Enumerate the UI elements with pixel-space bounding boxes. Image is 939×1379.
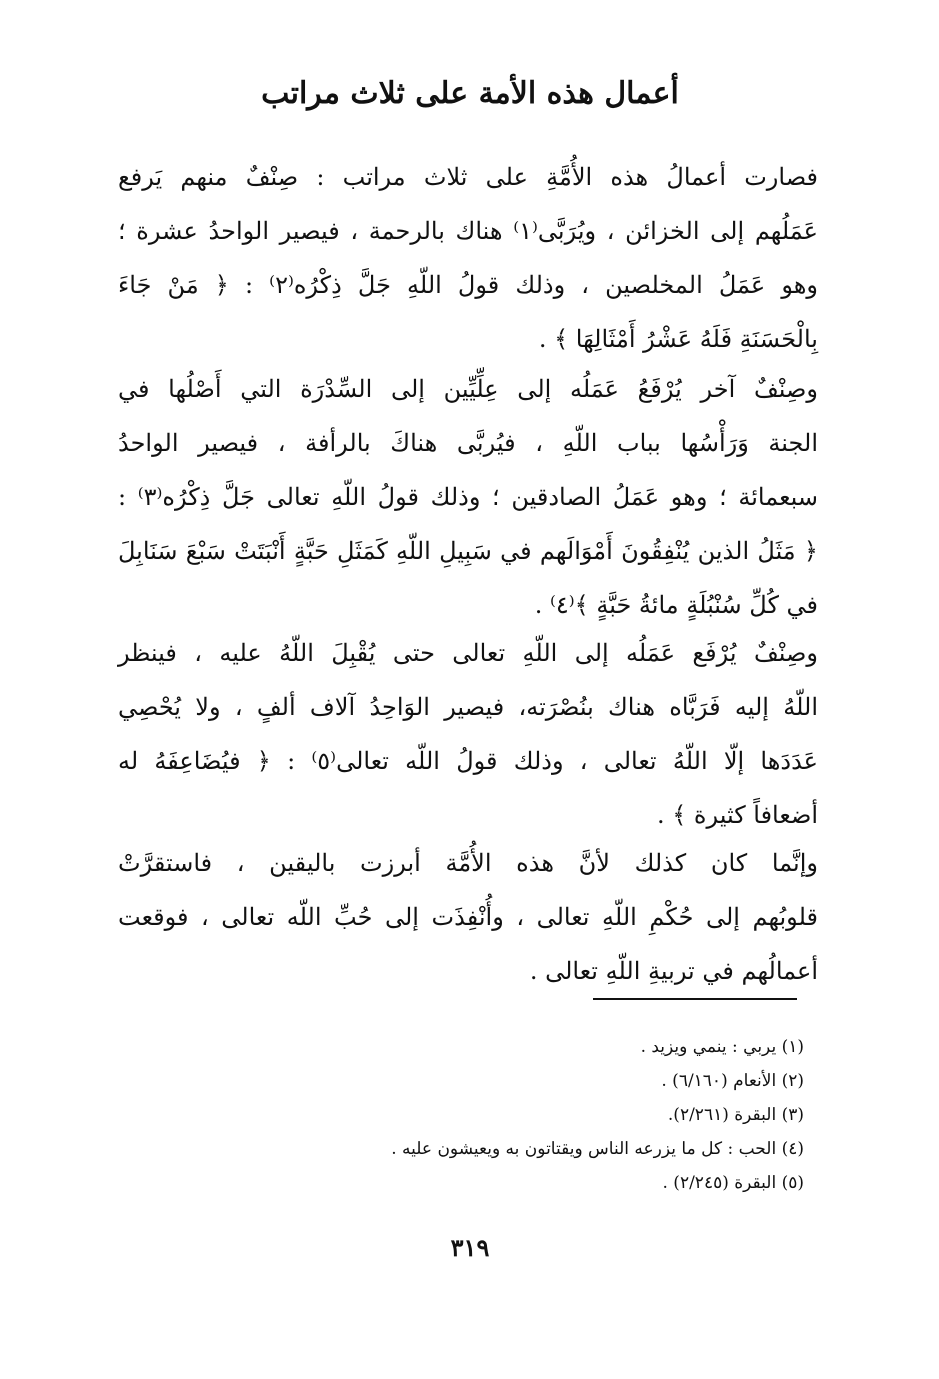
paragraph-line: سبعمائة ؛ وهو عَمَلُ الصادقين ؛ وذلك قولُ اللّهِ تعالى جَلَّ ذِكْرُه⁽٣⁾ : (118, 483, 819, 511)
paragraph-line: أعمالُهم في تربيةِ اللّهِ تعالى . (529, 957, 818, 985)
paragraph-line: وهو عَمَلُ المخلصين ، وذلك قولُ اللّهِ جَلَّ ذِكْرُه⁽٢⁾ : ﴿ مَنْ جَاءَ (118, 271, 818, 299)
paragraph-line: وإنَّما كان كذلك لأنَّ هذه الأُمَّة أبرزت باليقين ، فاستقرَّتْ (118, 849, 818, 877)
paragraph-line: ﴿ مَثَلُ الذين يُنْفِقُونَ أَمْوَالَهم في سَبِيلِ اللّهِ كَمَثَلِ حَبَّةٍ أَنْبَتَتْ سَبْعَ سَنَابِلَ (118, 537, 818, 565)
paragraph-line: بِالْحَسَنَةِ فَلَهُ عَشْرُ أَمْثَالِهَا ﴾ . (538, 325, 818, 353)
footnote: (٢) الأنعام (٦/١٦٠) . (661, 1071, 804, 1091)
paragraph-line: عَدَدَها إلّا اللّهُ تعالى ، وذلك قولُ اللّه تعالى⁽٥⁾ : ﴿ فيُضَاعِفَهُ له (118, 747, 818, 775)
footnote: (٣) البقرة (٢/٢٦١). (667, 1105, 804, 1125)
footnote-divider (593, 998, 797, 1000)
page-number: ٣١٩ (450, 1233, 490, 1262)
footnote: (٥) البقرة (٢/٢٤٥) . (662, 1173, 804, 1193)
paragraph-line: الجنة وَرَأْسُها بباب اللّهِ ، فيُربَّى هناكَ بالرأفة ، فيصير الواحدُ (118, 429, 818, 457)
paragraph-3 (118, 626, 818, 842)
paragraph-line: اللّهُ إليه فَرَبَّاه هناك بنُصْرَته، فيصير الوَاحِدُ آلاف ألفٍ ، ولا يُحْصِي (118, 693, 819, 721)
paragraph-line: أضعافاً كثيرة ﴾ . (656, 801, 818, 829)
paragraph-line: في كُلِّ سُنْبُلَةٍ مائةُ حَبَّةٍ ﴾⁽٤⁾ . (534, 591, 818, 619)
paragraph-line: وصِنْفٌ آخر يُرْفَعُ عَمَلُه إلى عِلِّيِّين إلى السِّدْرَة التي أَصْلُها في (118, 375, 818, 403)
paragraph-line: قلوبُهم إلى حُكْمِ اللّهِ تعالى ، وأُنْفِذَت إلى حُبِّ اللّه تعالى ، فوقعت (118, 903, 818, 931)
footnote: (١) يربي : ينمي ويزيد . (640, 1037, 804, 1057)
paragraph-1 (118, 150, 818, 366)
paragraph-line: فصارت أعمالُ هذه الأُمَّةِ على ثلاث مراتب : صِنْفٌ منهم يَرفع (118, 163, 818, 191)
paragraph-line: عَمَلُهم إلى الخزائن ، ويُرَبَّى⁽١⁾ هناك بالرحمة ، فيصير الواحدُ عشرة ؛ (118, 217, 819, 245)
paragraph-2 (118, 362, 818, 632)
footnotes (118, 1030, 804, 1200)
paragraph-line: وصِنْفٌ يُرْفَع عَمَلُه إلى اللّهِ تعالى حتى يُقْبِلَ اللّهُ عليه ، فينظر (118, 639, 818, 667)
paragraph-4 (118, 836, 818, 998)
page-title: أعمال هذه الأمة على ثلاث مراتب (261, 76, 679, 111)
footnote: (٤) الحب : كل ما يزرعه الناس ويقتاتون به ويعيشون عليه . (391, 1139, 804, 1159)
